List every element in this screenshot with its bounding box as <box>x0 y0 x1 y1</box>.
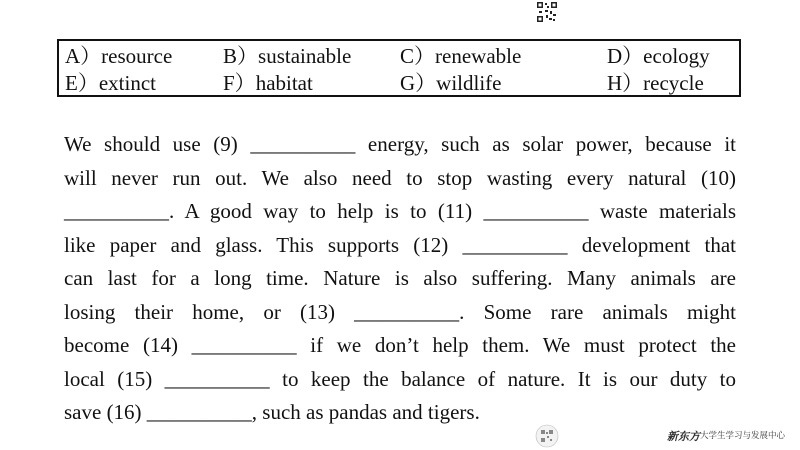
cloze-passage <box>64 128 736 430</box>
word-option: B）sustainable <box>223 44 352 68</box>
passage-line: We should use (9) __________ energy, such as solar power, because it <box>64 132 736 156</box>
brand-logo: 新东方 <box>667 430 700 443</box>
passage-line: will never run out. We also need to stop wasting every natural (10) <box>64 165 736 190</box>
passage-line: __________. A good way to help is to (11) __________ waste materials <box>64 199 736 223</box>
passage-line: save (16) __________, such as pandas and tigers. <box>64 400 480 424</box>
qr-code-icon <box>535 424 559 448</box>
passage-line: local (15) __________ to keep the balance of nature. It is our duty to <box>64 366 736 391</box>
word-option: H）recycle <box>607 71 704 95</box>
word-bank-box <box>57 39 741 97</box>
word-option: G）wildlife <box>400 71 502 95</box>
passage-line: losing their home, or (13) __________. Some rare animals might <box>64 299 736 324</box>
word-option: E）extinct <box>65 71 156 95</box>
passage-line: can last for a long time. Nature is also suffering. Many animals are <box>64 266 736 290</box>
qr-code-icon <box>537 2 557 22</box>
passage-line: become (14) __________ if we don’t help them. We must protect the <box>64 333 736 357</box>
word-option: F）habitat <box>223 71 313 95</box>
word-option: D）ecology <box>607 44 710 68</box>
brand-caption: 大学生学习与发展中心 <box>700 431 786 441</box>
passage-line: like paper and glass. This supports (12) __________ development that <box>64 232 736 257</box>
word-option: A）resource <box>65 44 173 68</box>
word-option: C）renewable <box>400 44 522 68</box>
